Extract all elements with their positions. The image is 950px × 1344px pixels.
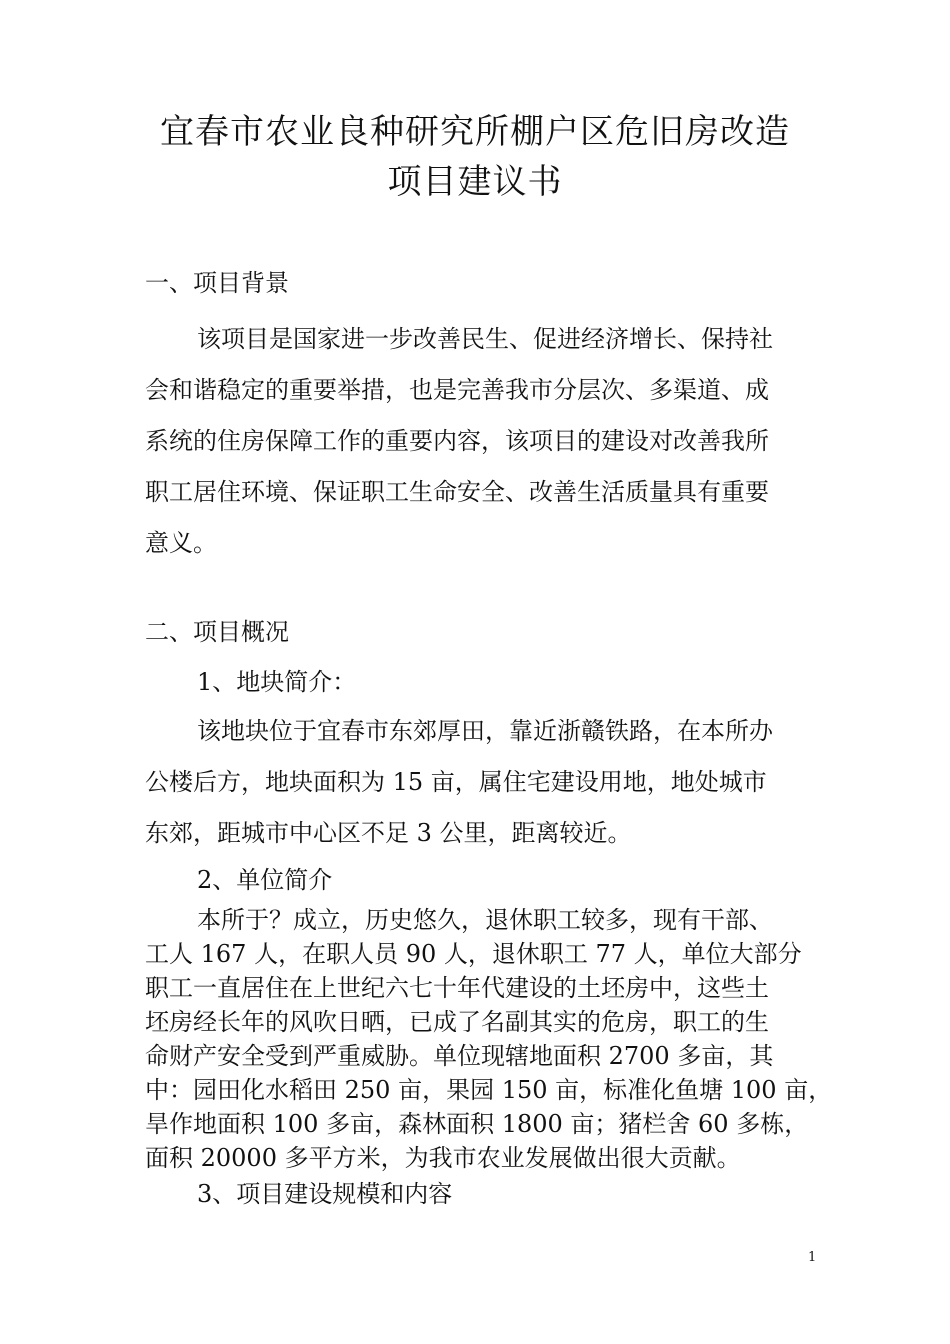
paragraph-line: 该项目是国家进一步改善民生、促进经济增长、保持社 <box>197 325 773 353</box>
paragraph-line: 东郊，距城市中心区不足 3 公里，距离较近。 <box>145 819 632 847</box>
section-2-heading: 二、项目概况 <box>145 618 289 646</box>
section-1-heading: 一、项目背景 <box>145 269 289 297</box>
paragraph-line: 旱作地面积 100 多亩，森林面积 1800 亩；猪栏舍 60 多栋， <box>145 1110 809 1138</box>
subsection-2-paragraph <box>145 903 833 1175</box>
paragraph-line: 职工居住环境、保证职工生命安全、改善生活质量具有重要 <box>145 478 769 506</box>
paragraph-line: 意义。 <box>145 529 217 557</box>
subsection-1-heading: 1、地块简介： <box>197 668 357 696</box>
page-number: 1 <box>808 1250 817 1265</box>
paragraph-line: 面积 20000 多平方米，为我市农业发展做出很大贡献。 <box>145 1144 741 1172</box>
paragraph-line: 工人 167 人，在职人员 90 人，退休职工 77 人，单位大部分 <box>145 940 802 968</box>
paragraph-line: 公楼后方，地块面积为 15 亩，属住宅建设用地，地处城市 <box>145 768 767 796</box>
subsection-2-heading: 2、单位简介 <box>197 866 333 894</box>
section-1-paragraph <box>145 314 813 569</box>
document-title-line-2: 项目建议书 <box>387 162 563 202</box>
document-title-line-1: 宜春市农业良种研究所棚户区危旧房改造 <box>160 112 790 152</box>
paragraph-line: 该地块位于宜春市东郊厚田，靠近浙赣铁路，在本所办 <box>197 717 773 745</box>
subsection-1-paragraph <box>145 706 813 859</box>
paragraph-line: 坯房经长年的风吹日晒，已成了名副其实的危房，职工的生 <box>145 1008 769 1036</box>
paragraph-line: 系统的住房保障工作的重要内容，该项目的建设对改善我所 <box>145 427 769 455</box>
paragraph-line: 会和谐稳定的重要举措，也是完善我市分层次、多渠道、成 <box>145 376 769 404</box>
subsection-3-heading: 3、项目建设规模和内容 <box>197 1180 453 1208</box>
paragraph-line: 命财产安全受到严重威胁。单位现辖地面积 2700 多亩，其 <box>145 1042 774 1070</box>
paragraph-line: 中：园田化水稻田 250 亩，果园 150 亩，标准化鱼塘 100 亩， <box>145 1076 833 1104</box>
paragraph-line: 职工一直居住在上世纪六七十年代建设的土坯房中，这些土 <box>145 974 769 1002</box>
paragraph-line: 本所于？成立，历史悠久，退休职工较多，现有干部、 <box>197 906 773 934</box>
